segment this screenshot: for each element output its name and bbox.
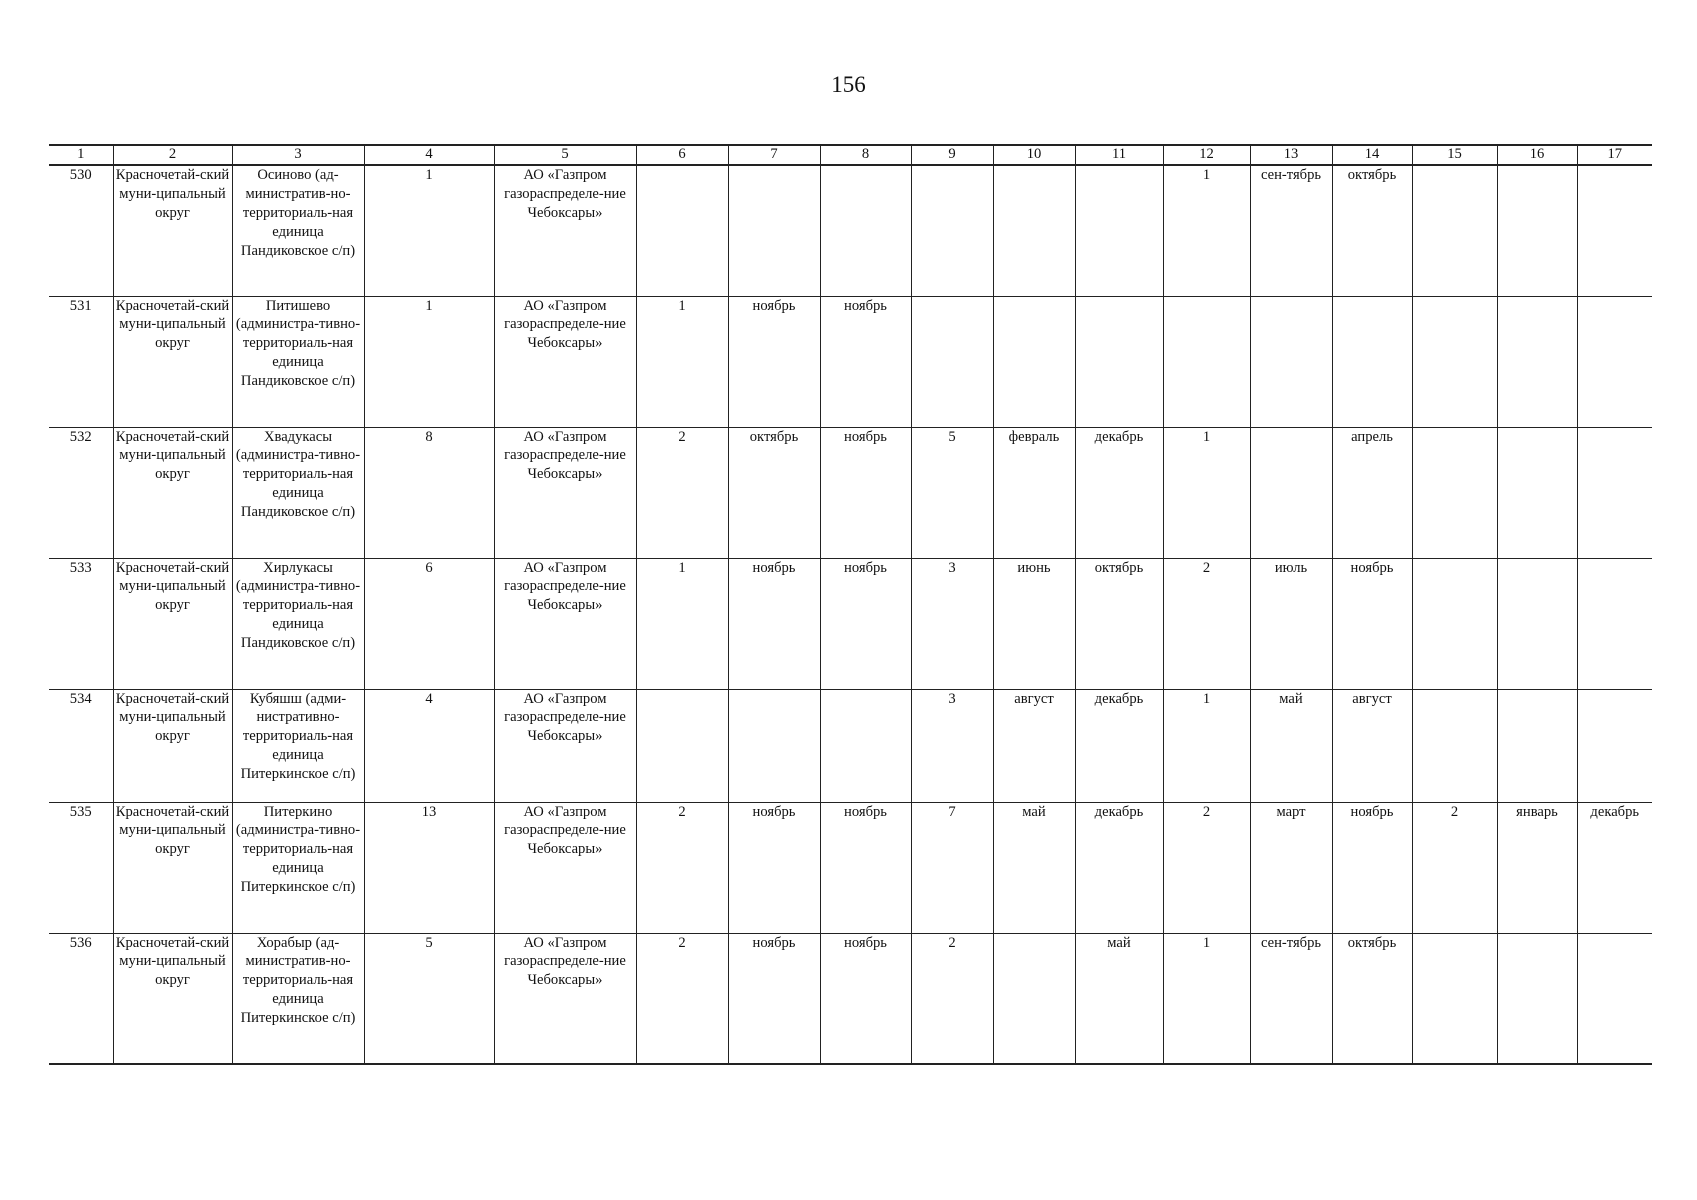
table-cell [1577,689,1652,802]
table-cell [1577,296,1652,427]
table-cell [1412,427,1497,558]
table-row [49,689,1652,802]
table-cell: июнь [993,558,1075,689]
table-cell: ноябрь [820,933,911,1064]
column-header: 5 [494,145,636,165]
table-cell [993,165,1075,296]
table-cell: Хвадукасы (администра-тивно-территориаль-ная единица Пандиковское с/п) [232,427,364,558]
table-cell: август [1332,689,1412,802]
table-cell [820,165,911,296]
column-header: 1 [49,145,113,165]
table-cell [1250,296,1332,427]
table-row [49,296,1652,427]
column-header: 9 [911,145,993,165]
table-cell: ноябрь [728,296,820,427]
table-cell [636,689,728,802]
table-cell: ноябрь [728,802,820,933]
table-cell: Красночетай-ский муни-ципальный округ [113,802,232,933]
table-cell: 1 [1163,689,1250,802]
table-cell: 13 [364,802,494,933]
table-row [49,558,1652,689]
table-cell: ноябрь [820,427,911,558]
table-cell [1412,689,1497,802]
table-cell: декабрь [1577,802,1652,933]
table-cell: 1 [636,296,728,427]
table-header [49,145,1652,165]
table-cell: 1 [636,558,728,689]
table-cell: ноябрь [820,296,911,427]
table-cell: май [1250,689,1332,802]
table-cell: 533 [49,558,113,689]
table-cell: 2 [636,427,728,558]
table-cell: Красночетай-ский муни-ципальный округ [113,689,232,802]
table-cell: ноябрь [820,558,911,689]
table-cell [1497,558,1577,689]
table-row [49,802,1652,933]
table-cell: март [1250,802,1332,933]
table-cell: декабрь [1075,427,1163,558]
table-cell: 534 [49,689,113,802]
column-header: 16 [1497,145,1577,165]
table-cell: ноябрь [820,802,911,933]
table-cell: АО «Газпром газораспределе-ние Чебоксары» [494,558,636,689]
table-cell [728,165,820,296]
table-cell: 2 [1163,802,1250,933]
table-cell: 5 [911,427,993,558]
table-body [49,165,1652,1064]
table-cell: 1 [364,165,494,296]
table-cell: 2 [911,933,993,1064]
table-cell: Питеркино (администра-тивно-территориаль-ная единица Питеркинское с/п) [232,802,364,933]
table-row [49,933,1652,1064]
table-cell: ноябрь [1332,802,1412,933]
table-cell: АО «Газпром газораспределе-ние Чебоксары» [494,689,636,802]
table-cell: 2 [1412,802,1497,933]
table-cell [993,933,1075,1064]
table-cell: 1 [1163,427,1250,558]
table-cell: АО «Газпром газораспределе-ние Чебоксары» [494,933,636,1064]
table-cell [1075,296,1163,427]
table-row [49,427,1652,558]
table-cell: Хирлукасы (администра-тивно-территориаль-ная единица Пандиковское с/п) [232,558,364,689]
table-cell [1412,296,1497,427]
table-cell: декабрь [1075,802,1163,933]
table-cell [1577,165,1652,296]
table-cell [1332,296,1412,427]
table-cell [1412,558,1497,689]
column-header: 17 [1577,145,1652,165]
table-cell: 2 [1163,558,1250,689]
table-cell: ноябрь [728,933,820,1064]
table-row [49,165,1652,296]
column-header: 7 [728,145,820,165]
table-cell: 6 [364,558,494,689]
table-cell: Красночетай-ский муни-ципальный округ [113,296,232,427]
table-cell [636,165,728,296]
column-header: 3 [232,145,364,165]
table-cell [1163,296,1250,427]
table-cell: август [993,689,1075,802]
table-cell: февраль [993,427,1075,558]
table-cell: 535 [49,802,113,933]
table-cell: 531 [49,296,113,427]
table-cell: май [1075,933,1163,1064]
table-cell: АО «Газпром газораспределе-ние Чебоксары» [494,427,636,558]
table-cell [1577,933,1652,1064]
table-cell: Красночетай-ский муни-ципальный округ [113,427,232,558]
table-cell: 536 [49,933,113,1064]
table-cell: июль [1250,558,1332,689]
table-cell: Красночетай-ский муни-ципальный округ [113,558,232,689]
table-cell: январь [1497,802,1577,933]
table-cell: апрель [1332,427,1412,558]
table-cell: 3 [911,689,993,802]
column-header: 11 [1075,145,1163,165]
header-row [49,145,1652,165]
table-cell: 3 [911,558,993,689]
table-cell: 2 [636,802,728,933]
table-cell [1497,689,1577,802]
column-header: 13 [1250,145,1332,165]
table-cell: 2 [636,933,728,1064]
column-header: 12 [1163,145,1250,165]
table-cell [1497,296,1577,427]
table-cell: май [993,802,1075,933]
table-cell: 530 [49,165,113,296]
table-cell [1497,933,1577,1064]
column-header: 15 [1412,145,1497,165]
table-cell: Хорабыр (ад-министратив-но-территориаль-ная единица Питеркинское с/п) [232,933,364,1064]
table-cell [1577,558,1652,689]
table-cell [1075,165,1163,296]
table-cell: октябрь [1075,558,1163,689]
table-cell: октябрь [1332,165,1412,296]
table-cell [911,296,993,427]
page-number: 156 [831,72,866,97]
table-cell: АО «Газпром газораспределе-ние Чебоксары» [494,802,636,933]
table-cell: 1 [1163,165,1250,296]
table-cell: АО «Газпром газораспределе-ние Чебоксары» [494,165,636,296]
table-cell [1497,165,1577,296]
table-cell [1497,427,1577,558]
table-cell: 7 [911,802,993,933]
column-header: 6 [636,145,728,165]
table-cell: АО «Газпром газораспределе-ние Чебоксары» [494,296,636,427]
table-cell: 4 [364,689,494,802]
table-cell [728,689,820,802]
column-header: 10 [993,145,1075,165]
table-cell [820,689,911,802]
table-cell: сен-тябрь [1250,165,1332,296]
table-cell [1250,427,1332,558]
table-cell: 1 [364,296,494,427]
table-cell [1412,165,1497,296]
table-cell: ноябрь [1332,558,1412,689]
table-cell: Кубяшш (адми-нистративно-территориаль-ная единица Питеркинское с/п) [232,689,364,802]
table-cell: Осиново (ад-министратив-но-территориаль-ная единица Пандиковское с/п) [232,165,364,296]
table-cell: 1 [1163,933,1250,1064]
column-header: 14 [1332,145,1412,165]
table-cell: Красночетай-ский муни-ципальный округ [113,933,232,1064]
column-header: 2 [113,145,232,165]
column-header: 4 [364,145,494,165]
table-cell: Питишево (администра-тивно-территориаль-ная единица Пандиковское с/п) [232,296,364,427]
table-cell: 8 [364,427,494,558]
table-cell: 5 [364,933,494,1064]
table-cell [1577,427,1652,558]
table-cell [1412,933,1497,1064]
table-cell: Красночетай-ский муни-ципальный округ [113,165,232,296]
table-cell: декабрь [1075,689,1163,802]
table-cell: октябрь [728,427,820,558]
data-table [49,144,1652,1065]
table-cell: 532 [49,427,113,558]
table-cell [993,296,1075,427]
table-cell: сен-тябрь [1250,933,1332,1064]
column-header: 8 [820,145,911,165]
table-cell: октябрь [1332,933,1412,1064]
table-cell [911,165,993,296]
table-cell: ноябрь [728,558,820,689]
